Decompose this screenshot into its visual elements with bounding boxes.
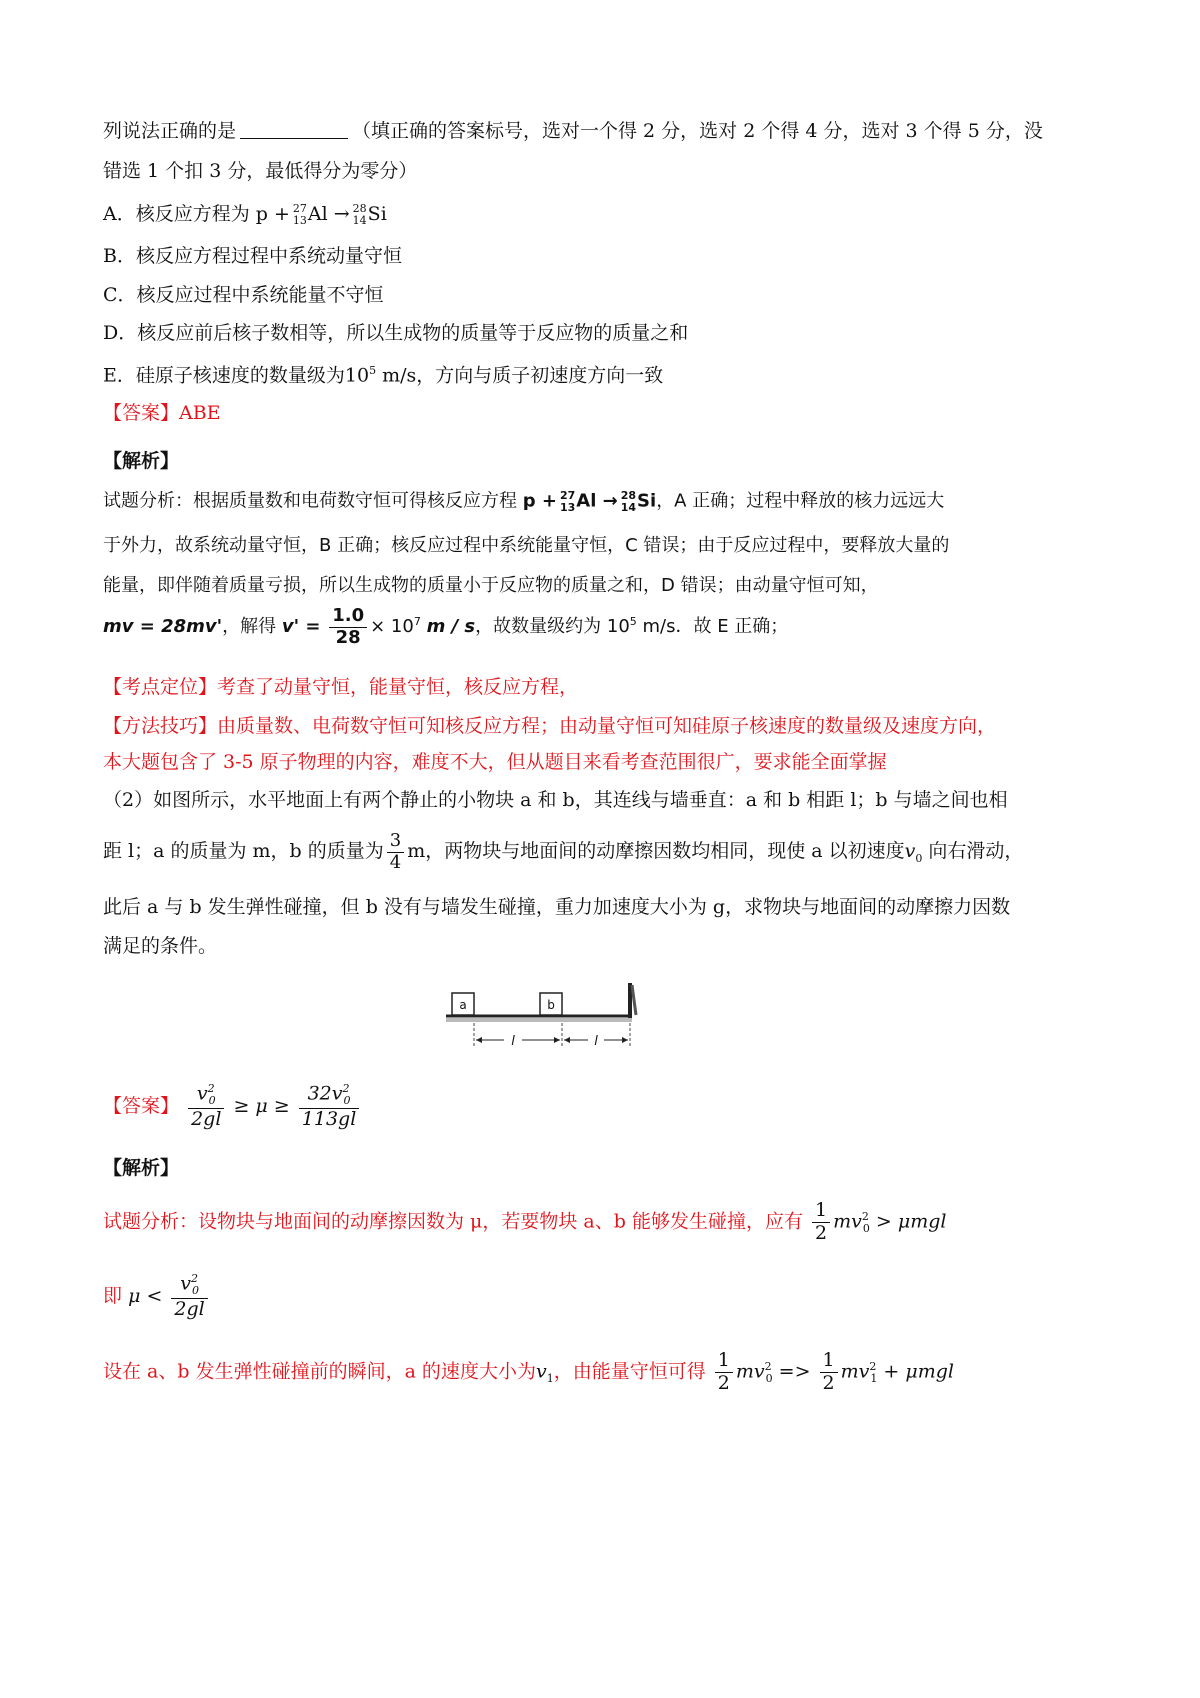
analysis-si-numbers xyxy=(621,490,636,513)
q1-prompt-start: 列说法正确的是 xyxy=(103,120,237,142)
option-d: D．核反应前后核子数相等，所以生成物的质量等于反应物的质量之和 xyxy=(103,322,689,344)
mass-fraction xyxy=(387,831,404,873)
option-a xyxy=(103,203,387,227)
implies-arrow: => xyxy=(772,1360,817,1383)
kaodian-line: 【考点定位】考查了动量守恒，能量守恒，核反应方程， xyxy=(103,676,579,698)
answer-32v-sub: 0 xyxy=(343,1094,351,1108)
q1-line-2: 错选 1 个扣 3 分，最低得分为零分） xyxy=(103,160,418,182)
half-fraction-1 xyxy=(812,1200,830,1245)
q2-friction-text: m，两物块与地面间的动摩擦因数均相同，现使 a 以初速度 xyxy=(407,840,905,863)
answer-v: v xyxy=(196,1082,208,1105)
q1-analysis-line-3: 能量，即伴随着质量亏损，所以生成物的质量小于反应物的质量之和，D 错误；由动量守恒可知， xyxy=(103,575,879,596)
kinetic-mv: mv xyxy=(833,1210,862,1233)
energy-half-1 xyxy=(715,1350,733,1395)
energy-friction-term: + μmgl xyxy=(877,1360,954,1383)
al-nuclide-numbers xyxy=(293,203,307,226)
energy-mv0: mv xyxy=(735,1360,765,1383)
velocity-symbol: v' = xyxy=(281,616,321,638)
answer-v-sub: 0 xyxy=(208,1094,216,1108)
order-exponent: 5 xyxy=(629,615,637,629)
analysis-si-symbol: Si xyxy=(637,490,657,512)
order-of-magnitude-text: ，故数量级约为 10 xyxy=(475,616,630,638)
energy-sub0: 0 xyxy=(765,1372,773,1386)
analysis-si-z: 14 xyxy=(620,500,637,514)
velocity-numerator: 1.0 xyxy=(329,606,367,628)
q1-analysis-line-4 xyxy=(103,606,788,648)
q2-analysis-title: 【解析】 xyxy=(103,1157,180,1179)
energy-num-2: 1 xyxy=(820,1350,838,1373)
si-mass-number: 28 xyxy=(352,202,367,216)
energy-num-1: 1 xyxy=(715,1350,733,1373)
kinetic-sub: 0 xyxy=(862,1222,870,1236)
solve-word: ，解得 xyxy=(222,616,277,638)
mass-numerator: 3 xyxy=(387,831,404,853)
q2-mass-text: 距 l；a 的质量为 m，b 的质量为 xyxy=(103,840,384,863)
q2-analysis-text-1: 试题分析：设物块与地面间的动摩擦因数为 μ，若要物块 a、b 能够发生碰撞，应有 xyxy=(103,1210,803,1233)
energy-mv1: mv xyxy=(840,1360,870,1383)
kinetic-sup: 2 xyxy=(861,1210,869,1224)
energy-sup0: 2 xyxy=(764,1360,772,1374)
energy-sup1: 2 xyxy=(869,1360,877,1374)
q2-line-3: 此后 a 与 b 发生弹性碰撞，但 b 没有与墙发生碰撞，重力加速度大小为 g，求物块与地面间的动摩擦力因数 xyxy=(103,896,1011,918)
answer-fraction-2 xyxy=(299,1083,360,1131)
q1-analysis-text: 试题分析：根据质量数和电荷数守恒可得核反应方程 xyxy=(103,490,517,512)
mass-denominator: 4 xyxy=(389,851,402,873)
al-symbol: Al → xyxy=(307,203,350,225)
answer-den-1: 2gl xyxy=(191,1107,222,1130)
energy-den-2: 2 xyxy=(822,1371,835,1394)
answer-den-2: 113gl xyxy=(301,1107,357,1130)
velocity-unit: m / s xyxy=(426,616,476,638)
mu-bound-sub: 0 xyxy=(191,1284,199,1298)
half-den-1: 2 xyxy=(815,1221,828,1244)
initial-velocity-subscript: 0 xyxy=(915,851,923,865)
q2-answer xyxy=(103,1083,362,1131)
si-atomic-number: 14 xyxy=(352,214,367,227)
analysis-al-symbol: Al → xyxy=(576,490,618,512)
option-e-tail: m/s，方向与质子初速度方向一致 xyxy=(376,364,664,387)
si-nuclide-numbers xyxy=(353,203,367,226)
q2-answer-label: 【答案】 xyxy=(103,1094,180,1117)
fangfa-line-2: 本大题包含了 3-5 原子物理的内容，难度不大，但从题目来看考查范围很广，要求能全面掌握 xyxy=(103,751,887,773)
fangfa-line-1: 【方法技巧】由质量数、电荷数守恒可知核反应方程；由动量守恒可知硅原子核速度的数量级及速度方向， xyxy=(103,715,997,737)
answer-fraction-1 xyxy=(188,1083,224,1131)
option-c: C．核反应过程中系统能量不守恒 xyxy=(103,284,384,306)
answer-32v-sup: 2 xyxy=(342,1082,350,1095)
q1-analysis-line-1 xyxy=(103,490,944,513)
option-e-text: E．硅原子核速度的数量级为10 xyxy=(103,364,370,387)
option-b: B．核反应方程过程中系统动量守恒 xyxy=(103,245,402,267)
blocks-wall-figure xyxy=(440,975,670,1065)
analysis-si-mass: 28 xyxy=(620,489,637,502)
times-ten: × 10 xyxy=(370,616,414,638)
q2-therefore: 即 xyxy=(103,1284,123,1307)
q2-line-4: 满足的条件。 xyxy=(103,935,218,957)
option-e-exponent: 5 xyxy=(369,364,377,377)
q2-line-1: （2）如图所示，水平地面上有两个静止的小物块 a 和 b，其连线与墙垂直：a 和 b 相距 l；b 与墙之间也相 xyxy=(103,789,1008,811)
block-a-label: a xyxy=(459,998,467,1012)
option-e xyxy=(103,364,663,387)
analysis-al-numbers xyxy=(560,490,575,513)
half-num-1: 1 xyxy=(812,1200,830,1223)
analysis-al-z: 13 xyxy=(559,500,576,514)
conclusion-text: m/s．故 E 正确； xyxy=(636,616,789,638)
mu-bound-sup: 2 xyxy=(190,1272,198,1285)
block-b-label: b xyxy=(547,998,555,1012)
energy-den-1: 2 xyxy=(717,1371,730,1394)
mu-inequality: μ < xyxy=(128,1284,163,1307)
distance-label-1: l xyxy=(511,1034,515,1049)
analysis-al-mass: 27 xyxy=(559,489,576,502)
initial-velocity-symbol: v xyxy=(904,840,916,863)
q2-analysis-line-3 xyxy=(103,1350,954,1395)
mu-bound-fraction xyxy=(171,1273,207,1321)
answer-inequality: ≥ μ ≥ xyxy=(233,1094,290,1117)
analysis-proton: p + xyxy=(522,490,557,512)
momentum-equation: mv = 28mv' xyxy=(103,616,223,638)
q1-analysis-text-tail: ，A 正确；过程中释放的核力远远大 xyxy=(656,490,945,512)
proton-symbol: p + xyxy=(255,203,290,225)
mu-bound-v: v xyxy=(180,1272,191,1295)
q1-prompt-scoring: （填正确的答案标号，选对一个得 2 分，选对 2 个得 4 分，选对 3 个得 5 分，没 xyxy=(352,120,1043,142)
q2-energy-text: ，由能量守恒可得 xyxy=(553,1360,706,1383)
velocity-exponent: 7 xyxy=(413,615,421,629)
q2-slide-text: 向右滑动， xyxy=(922,840,1024,863)
v1-symbol: v xyxy=(535,1360,547,1383)
answer-32v: 32v xyxy=(307,1082,343,1105)
friction-work: > μmgl xyxy=(869,1210,947,1233)
energy-sub1: 1 xyxy=(870,1372,878,1386)
mu-bound-den: 2gl xyxy=(174,1297,205,1320)
energy-half-2 xyxy=(820,1350,838,1395)
q1-analysis-title: 【解析】 xyxy=(103,450,180,472)
si-symbol: Si xyxy=(367,203,387,225)
q2-analysis-line-1 xyxy=(103,1200,946,1245)
q2-analysis-line-2 xyxy=(103,1273,211,1321)
answer-blank xyxy=(240,120,348,139)
q2-analysis-text-3: 设在 a、b 发生弹性碰撞前的瞬间，a 的速度大小为 xyxy=(103,1360,536,1383)
distance-label-2: l xyxy=(594,1034,598,1049)
velocity-denominator: 28 xyxy=(335,626,361,648)
al-atomic-number: 13 xyxy=(292,214,307,227)
al-mass-number: 27 xyxy=(292,202,307,216)
q1-line-1 xyxy=(103,120,1043,143)
q1-analysis-line-2: 于外力，故系统动量守恒，B 正确；核反应过程中系统能量守恒，C 错误；由于反应过程中，要释放大量的 xyxy=(103,535,950,556)
ground-hatch xyxy=(446,1018,632,1022)
velocity-fraction xyxy=(329,606,367,648)
option-a-label: A．核反应方程为 xyxy=(103,203,250,225)
q1-answer: 【答案】ABE xyxy=(103,402,221,424)
v1-subscript: 1 xyxy=(546,1372,554,1386)
answer-v-sup: 2 xyxy=(207,1082,215,1095)
q2-line-2 xyxy=(103,831,1023,873)
